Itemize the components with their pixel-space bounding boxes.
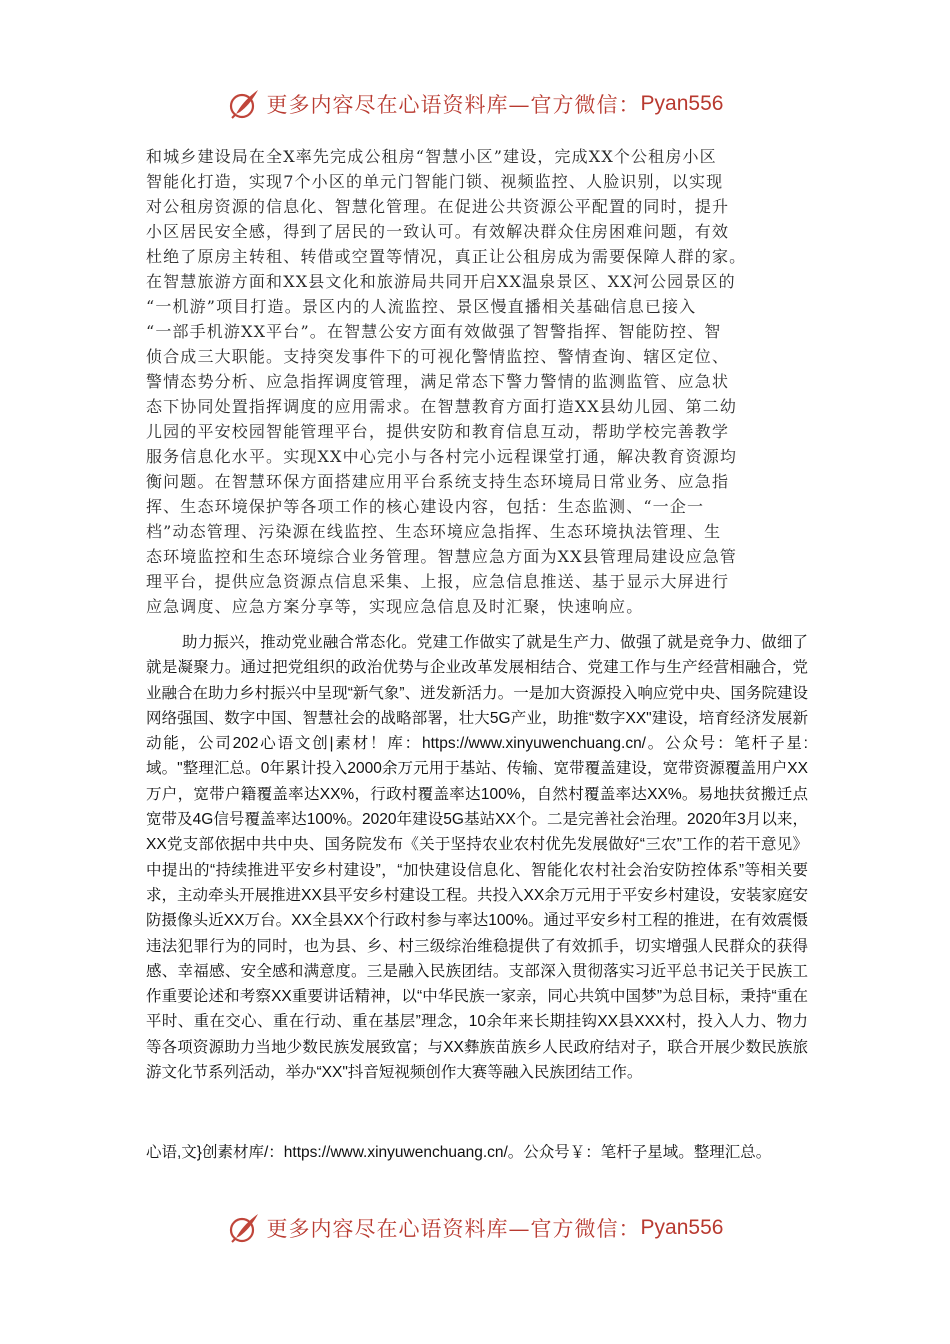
footer-banner — [0, 1208, 950, 1248]
footer-banner-text: 更多内容尽在心语资料库—官方微信： — [266, 1217, 641, 1241]
text-line: “一部手机游XX平台”。在智慧公安方面有效做强了智警指挥、智能防控、智 — [146, 322, 722, 341]
header-banner-wechat-id: Pyan556 — [640, 92, 724, 115]
text-line: 杜绝了原房主转租、转借或空置等情况，真正让公租房成为需要保障人群的家。 — [146, 247, 747, 266]
text-line: 和城乡建设局在全X率先完成公租房“智慧小区”建设，完成XX个公租房小区 — [146, 147, 717, 166]
text-line: 态环境监控和生态环境综合业务管理。智慧应急方面为XX县管理局建设应急管 — [146, 547, 738, 566]
text-line: 警情态势分析、应急指挥调度管理，满足常态下警力警情的监测监管、应急状 — [146, 372, 730, 391]
header-banner-text: 更多内容尽在心语资料库—官方微信： — [266, 93, 641, 117]
source-note-line: 心语,文}创素材库/：https://www.xinyuwenchuang.cn/。公众号￥：笔杆子星域。整理汇总。 — [146, 1144, 772, 1161]
feather-pen-logo-icon — [227, 87, 261, 121]
text-line: 应急调度、应急方案分享等，实现应急信息及时汇聚，快速响应。 — [146, 597, 644, 616]
text-line: “一机游”项目打造。景区内的人流监控、景区慢直播相关基础信息已接入 — [146, 297, 697, 316]
text-line: 档”动态管理、污染源在线监控、生态环境应急指挥、生态环境执法管理、生 — [146, 522, 722, 541]
footer-banner-wechat-id: Pyan556 — [640, 1216, 724, 1239]
text-line: 挥、生态环境保护等各项工作的核心建设内容，包括：生态监测、“一企一 — [146, 497, 705, 516]
text-line: 衡问题。在智慧环保方面搭建应用平台系统支持生态环境局日常业务、应急指 — [146, 472, 730, 491]
text-line: 对公租房资源的信息化、智慧化管理。在促进公共资源公平配置的同时，提升 — [146, 197, 730, 216]
text-line: 智能化打造，实现7个小区的单元门智能门锁、视频监控、人脸识别，以实现 — [146, 172, 724, 191]
section-smart-community — [146, 144, 808, 619]
text-line: 侦合成三大职能。支持突发事件下的可视化警情监控、警情查询、辖区定位、 — [146, 347, 730, 366]
paragraph-party-integration: 助力振兴，推动党业融合常态化。党建工作做实了就是生产力、做强了就是竞争力、做细了就是凝聚力。通过把党组织的政治优势与企业改革发展相结合、党建工作与生产经营相融合，党业融合在助力乡村振兴中呈现“新气象”、迸发新活力。一是加大资源投入响应党中央、国务院建设网络强国、数字中国、智慧社会的战略部署，壮大5G产业，助推“数字XX"建设，培育经济发展新动能，公司202心语文创|素材！库：https://www.xinyuwenchuang.cn/。公众号：笔杆子星:域。"整理汇总。0年累计投入2000余万元用于基站、传输、宽带覆盖建设，宽带资源覆盖用户XX万户，宽带户籍覆盖率达XX%，行政村覆盖率达100%，自然村覆盖率达XX%。易地扶贫搬迁点宽带及4G信号覆盖率达100%。2020年建设5G基站XX个。二是完善社会治理。2020年3月以来，XX党支部依据中共中央、国务院发布《关于坚持农业农村优先发展做好“三农”工作的若干意见》中提出的“持续推进平安乡村建设”，“加快建设信息化、智能化农村社会治安防控体系”等相关要求，主动牵头开展推进XX县平安乡村建设工程。共投入XX余万元用于平安乡村建设，安装家庭安防摄像头近XX万台。XX全县XX个行政村参与率达100%。通过平安乡村工程的推进，在有效震慑违法犯罪行为的同时，也为县、乡、村三级综治维稳提供了有效抓手，切实增强人民群众的获得感、幸福感、安全感和满意度。三是融入民族团结。支部深入贯彻落实习近平总书记关于民族工作重要论述和考察XX重要讲话精神，以“中华民族一家亲，同心共筑中国梦”为总目标，秉持“重在平时、重在交心、重在行动、重在基层”理念，10余年来长期挂钩XX县XXX村，投入人力、物力等各项资源助力当地少数民族发展致富；与XX彝族苗族乡人民政府结对子，联合开展少数民族旅游文化节系列活动，举办“XX"抖音短视频创作大赛等融入民族团结工作。 — [146, 634, 808, 1082]
text-line: 态下协同处置指挥调度的应用需求。在智慧教育方面打造XX县幼儿园、第二幼 — [146, 397, 738, 416]
header-banner — [0, 84, 950, 124]
text-line: 在智慧旅游方面和XX县文化和旅游局共同开启XX温泉景区、XX河公园景区的 — [146, 272, 736, 291]
text-line: 小区居民安全感，得到了居民的一致认可。有效解决群众住房困难问题，有效 — [146, 222, 730, 241]
text-line: 儿园的平安校园智能管理平台，提供安防和教育信息互动，帮助学校完善教学 — [146, 422, 730, 441]
section-party-integration — [146, 630, 808, 1085]
feather-pen-logo-icon — [227, 1211, 261, 1245]
text-line: 理平台，提供应急资源点信息采集、上报，应急信息推送、基于显示大屏进行 — [146, 572, 730, 591]
section-source-note — [146, 1140, 808, 1165]
text-line: 服务信息化水平。实现XX中心完小与各村完小远程课堂打通，解决教育资源均 — [146, 447, 738, 466]
